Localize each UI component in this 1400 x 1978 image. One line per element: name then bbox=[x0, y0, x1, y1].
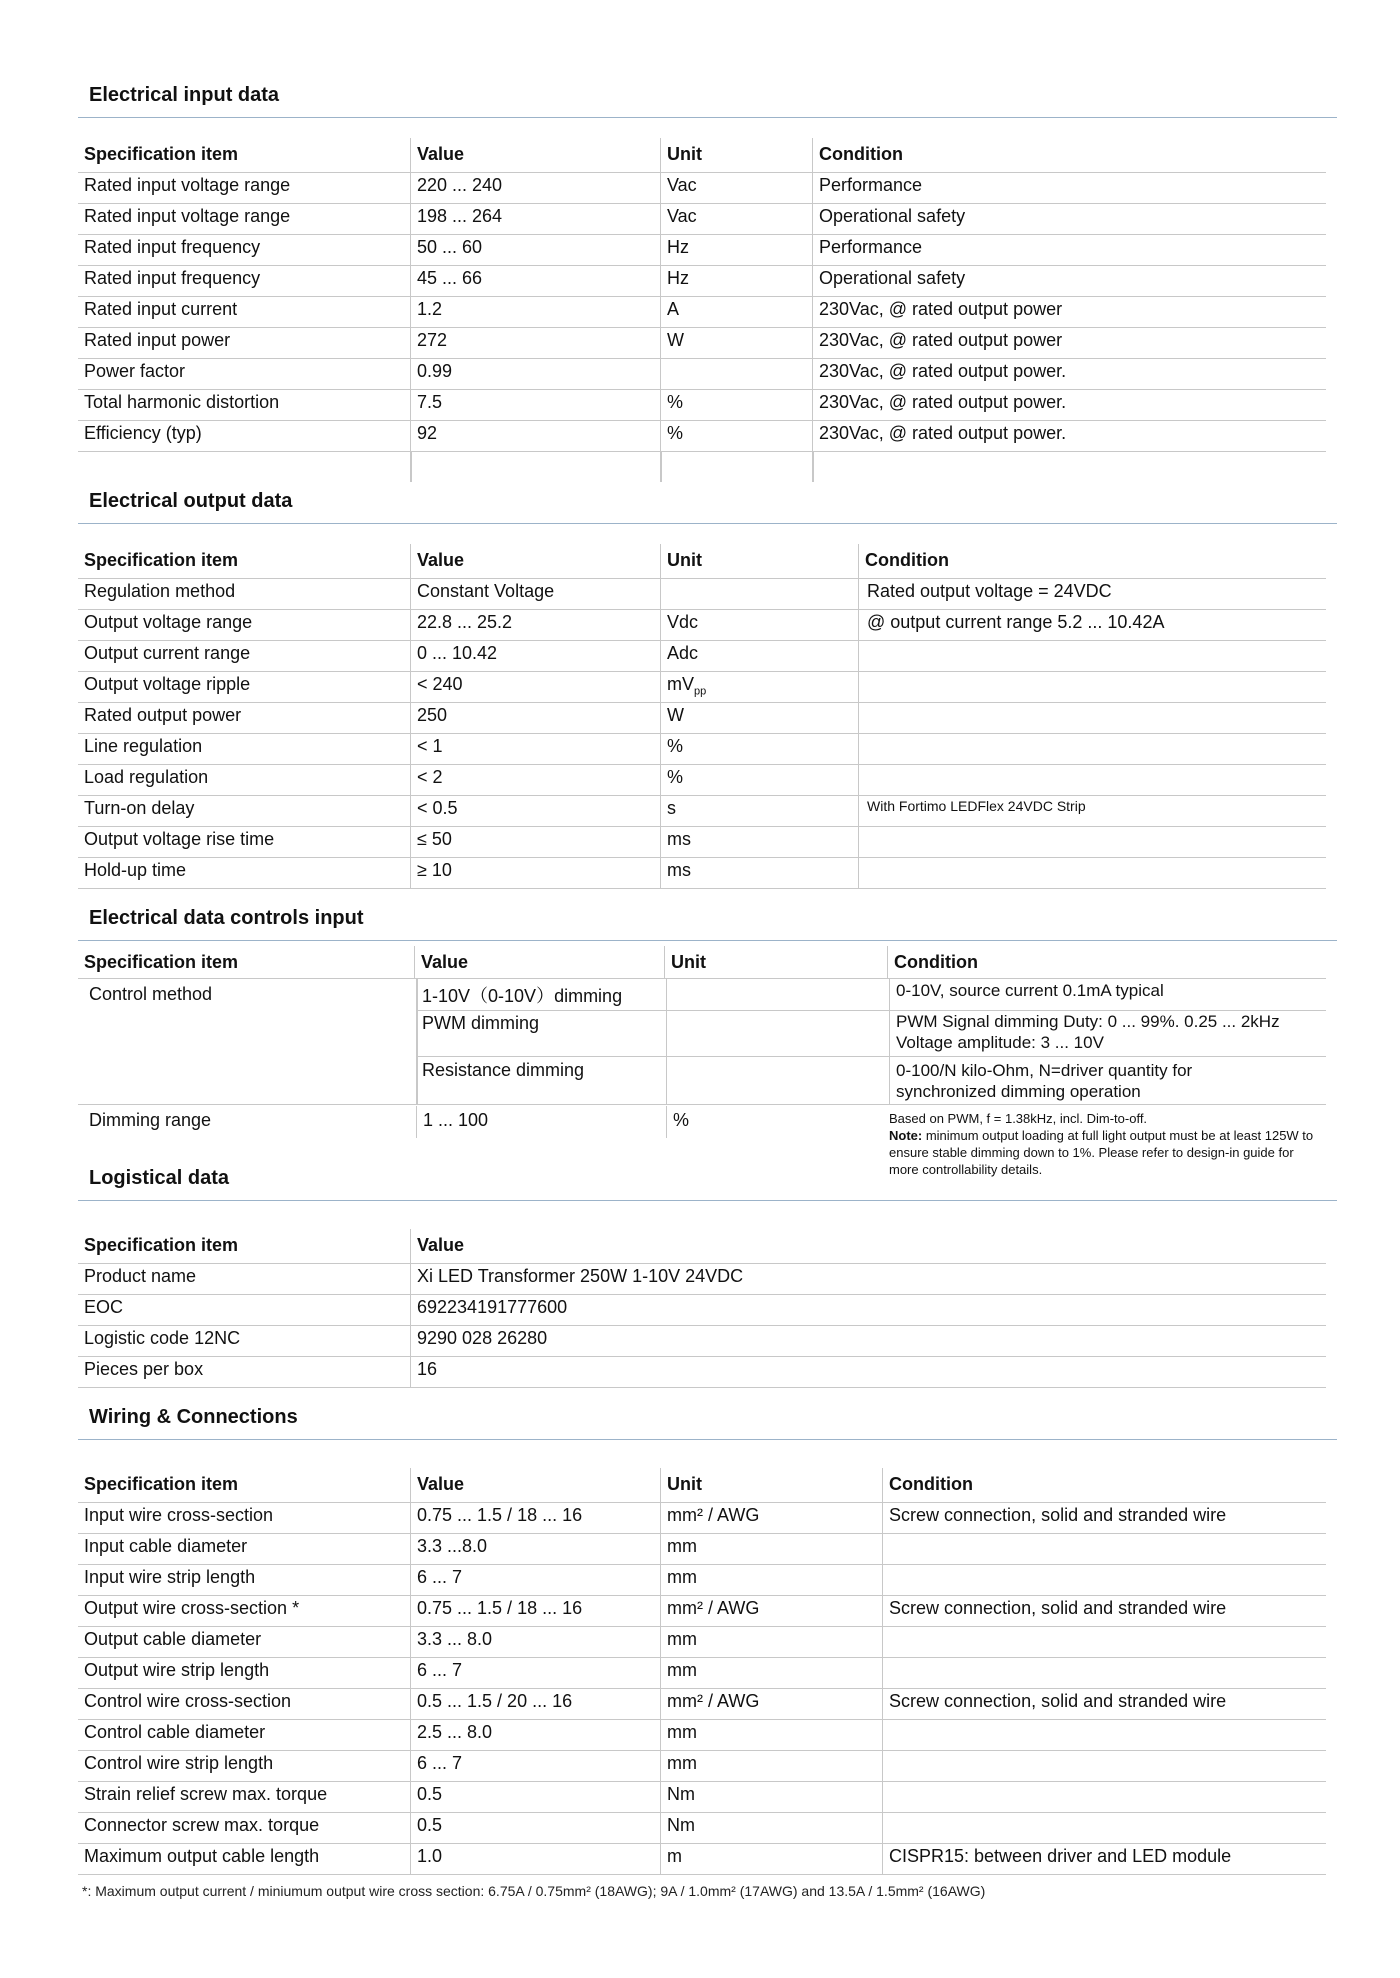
table-cell: Turn-on delay bbox=[84, 798, 195, 818]
header-cell: Value bbox=[410, 1229, 1326, 1263]
table-row bbox=[416, 978, 1326, 1011]
table-cell: With Fortimo LEDFlex 24VDC Strip bbox=[858, 796, 1326, 826]
table-cell: 1.2 bbox=[410, 297, 660, 327]
table-cell bbox=[882, 1751, 1326, 1781]
table-cell: 2.5 ... 8.0 bbox=[410, 1720, 660, 1750]
method-value: PWM dimming bbox=[422, 1013, 540, 1033]
header-cell: Unit bbox=[660, 1468, 882, 1502]
table-row bbox=[78, 672, 1326, 703]
header-cell: Unit bbox=[660, 138, 812, 172]
table-row bbox=[78, 328, 1326, 359]
table-cell: mm bbox=[660, 1534, 882, 1564]
header-cell: Value bbox=[410, 544, 660, 578]
header-cell: Specification item bbox=[84, 1474, 239, 1494]
table-cell: 6 ... 7 bbox=[410, 1751, 660, 1781]
table-row bbox=[78, 297, 1326, 328]
table-cell: Rated input power bbox=[84, 330, 231, 350]
table-row bbox=[78, 765, 1326, 796]
table-cell: Pieces per box bbox=[84, 1359, 204, 1379]
table-row bbox=[78, 173, 1326, 204]
table-cell: 16 bbox=[410, 1357, 1326, 1387]
header-cell: Value bbox=[410, 1468, 660, 1502]
table-row bbox=[78, 421, 1326, 452]
divider bbox=[660, 452, 662, 482]
table-cell: 0.5 bbox=[410, 1813, 660, 1843]
table-cell bbox=[882, 1565, 1326, 1595]
note-text: minimum output loading at full light output must be at least 125W to ensure stable dimming down to 1%. Please refer to design-in guide for more controllability details. bbox=[889, 1128, 1314, 1177]
empty-row bbox=[78, 452, 1326, 482]
table-cell: CISPR15: between driver and LED module bbox=[882, 1844, 1326, 1874]
table-cell: Strain relief screw max. torque bbox=[84, 1784, 328, 1804]
table-cell: 3.3 ... 8.0 bbox=[410, 1627, 660, 1657]
table-cell: Screw connection, solid and stranded wire bbox=[882, 1596, 1326, 1626]
dimming-condition-line1: Based on PWM, f = 1.38kHz, incl. Dim-to-off. bbox=[889, 1111, 1148, 1126]
divider bbox=[410, 452, 412, 482]
method-value: 1-10V（0-10V）dimming bbox=[422, 986, 623, 1006]
table-cell: Hold-up time bbox=[84, 860, 187, 880]
table-row bbox=[78, 1751, 1326, 1782]
header-cell: Condition bbox=[882, 1468, 1326, 1502]
table-cell: 230Vac, @ rated output power. bbox=[812, 390, 1326, 420]
header-cell: Specification item bbox=[84, 1235, 239, 1255]
table-row bbox=[78, 796, 1326, 827]
table-cell: EOC bbox=[84, 1297, 124, 1317]
table-cell bbox=[858, 858, 1326, 888]
table-cell: Input cable diameter bbox=[84, 1536, 248, 1556]
table-row bbox=[78, 610, 1326, 641]
table-cell: 0 ... 10.42 bbox=[410, 641, 660, 671]
table-cell: Control cable diameter bbox=[84, 1722, 266, 1742]
table-cell: W bbox=[660, 703, 858, 733]
wiring-table bbox=[78, 1468, 1326, 1875]
table-cell: 250 bbox=[410, 703, 660, 733]
table-cell: < 0.5 bbox=[410, 796, 660, 826]
table-cell: ≥ 10 bbox=[410, 858, 660, 888]
table-cell: Rated input frequency bbox=[84, 237, 261, 257]
table-cell: Xi LED Transformer 250W 1-10V 24VDC bbox=[410, 1264, 1326, 1294]
table-cell: Nm bbox=[660, 1782, 882, 1812]
table-row bbox=[78, 1503, 1326, 1534]
table-cell bbox=[882, 1782, 1326, 1812]
table-cell: Input wire cross-section bbox=[84, 1505, 274, 1525]
table-header-row bbox=[78, 946, 1326, 979]
electrical-input-table bbox=[78, 138, 1326, 482]
table-cell: mm bbox=[660, 1627, 882, 1657]
table-cell: 230Vac, @ rated output power bbox=[812, 328, 1326, 358]
table-cell: 0.5 ... 1.5 / 20 ... 16 bbox=[410, 1689, 660, 1719]
dimming-range-value: 1 ... 100 bbox=[416, 1106, 666, 1138]
table-row bbox=[78, 1658, 1326, 1689]
table-row bbox=[78, 1326, 1326, 1357]
section-title-wiring: Wiring & Connections bbox=[78, 1406, 1337, 1440]
table-cell bbox=[858, 703, 1326, 733]
table-cell: 0.99 bbox=[410, 359, 660, 389]
table-cell: mm bbox=[660, 1751, 882, 1781]
table-cell: Vac bbox=[660, 204, 812, 234]
table-cell: 692234191777600 bbox=[410, 1295, 1326, 1325]
table-cell: Regulation method bbox=[84, 581, 236, 601]
table-row bbox=[78, 266, 1326, 297]
header-cell: Specification item bbox=[84, 144, 239, 164]
table-cell: s bbox=[660, 796, 858, 826]
table-cell: mm² / AWG bbox=[660, 1596, 882, 1626]
header-cell: Specification item bbox=[84, 550, 239, 570]
dimming-range-label: Dimming range bbox=[89, 1110, 212, 1130]
table-cell: mm bbox=[660, 1565, 882, 1595]
header-cell: Condition bbox=[812, 138, 1326, 172]
table-cell: 92 bbox=[410, 421, 660, 451]
method-condition: 0-100/N kilo-Ohm, N=driver quantity for synchronized dimming operation bbox=[889, 1056, 1326, 1104]
table-cell: @ output current range 5.2 ... 10.42A bbox=[858, 610, 1326, 640]
table-cell: % bbox=[660, 421, 812, 451]
table-cell: Output voltage rise time bbox=[84, 829, 275, 849]
table-cell bbox=[882, 1534, 1326, 1564]
table-header-row bbox=[78, 1468, 1326, 1503]
logistical-table bbox=[78, 1229, 1326, 1388]
table-cell: Output wire cross-section * bbox=[84, 1598, 300, 1618]
table-cell: 9290 028 26280 bbox=[410, 1326, 1326, 1356]
table-cell: Output current range bbox=[84, 643, 251, 663]
table-cell: Rated input voltage range bbox=[84, 175, 291, 195]
table-row bbox=[78, 1596, 1326, 1627]
table-cell: Rated input frequency bbox=[84, 268, 261, 288]
table-cell: mm² / AWG bbox=[660, 1689, 882, 1719]
table-cell: Operational safety bbox=[812, 266, 1326, 296]
table-cell: Screw connection, solid and stranded wire bbox=[882, 1689, 1326, 1719]
table-row bbox=[78, 204, 1326, 235]
header-cell: Unit bbox=[664, 946, 887, 978]
table-cell bbox=[660, 672, 858, 702]
section-title-logistical: Logistical data bbox=[78, 1167, 1337, 1201]
table-row bbox=[78, 1295, 1326, 1326]
table-header-row bbox=[78, 1229, 1326, 1264]
table-cell: Maximum output cable length bbox=[84, 1846, 320, 1866]
table-cell: W bbox=[660, 328, 812, 358]
table-cell: Rated input current bbox=[84, 299, 238, 319]
table-cell: Output voltage ripple bbox=[84, 674, 251, 694]
table-cell: Line regulation bbox=[84, 736, 203, 756]
table-cell: 0.75 ... 1.5 / 18 ... 16 bbox=[410, 1596, 660, 1626]
section-title-controls-input: Electrical data controls input bbox=[78, 907, 1337, 941]
table-header-row bbox=[78, 544, 1326, 579]
table-cell: m bbox=[660, 1844, 882, 1874]
control-method-label: Control method bbox=[89, 984, 213, 1004]
table-cell: ms bbox=[660, 827, 858, 857]
table-cell: mm bbox=[660, 1720, 882, 1750]
table-row bbox=[78, 734, 1326, 765]
table-cell: 0.5 bbox=[410, 1782, 660, 1812]
table-cell: 22.8 ... 25.2 bbox=[410, 610, 660, 640]
table-cell: Logistic code 12NC bbox=[84, 1328, 241, 1348]
controls-input-table bbox=[78, 946, 1326, 1177]
table-cell: 230Vac, @ rated output power bbox=[812, 297, 1326, 327]
table-row bbox=[78, 1782, 1326, 1813]
table-cell: Hz bbox=[660, 266, 812, 296]
table-cell: Nm bbox=[660, 1813, 882, 1843]
table-cell bbox=[882, 1720, 1326, 1750]
method-condition: PWM Signal dimming Duty: 0 ... 99%. 0.25 ... 2kHz Voltage amplitude: 3 ... 10V bbox=[889, 1010, 1326, 1056]
table-cell: Input wire strip length bbox=[84, 1567, 256, 1587]
header-cell: Unit bbox=[660, 544, 858, 578]
table-cell: ≤ 50 bbox=[410, 827, 660, 857]
table-row bbox=[78, 1357, 1326, 1388]
table-row bbox=[78, 1534, 1326, 1565]
table-cell: Operational safety bbox=[812, 204, 1326, 234]
table-cell: % bbox=[660, 390, 812, 420]
table-cell: 1.0 bbox=[410, 1844, 660, 1874]
table-cell: 0.75 ... 1.5 / 18 ... 16 bbox=[410, 1503, 660, 1533]
table-row bbox=[78, 1264, 1326, 1295]
table-cell: Product name bbox=[84, 1266, 197, 1286]
footnote: *: Maximum output current / miniumum output wire cross section: 6.75A / 0.75mm² (18AWG); 9A / 1.0mm² (17AWG) and 13.5A / 1.5mm² (16AWG) bbox=[82, 1883, 986, 1899]
table-cell: Output cable diameter bbox=[84, 1629, 262, 1649]
table-row bbox=[78, 235, 1326, 266]
table-cell: Output voltage range bbox=[84, 612, 253, 632]
table-cell: ms bbox=[660, 858, 858, 888]
table-cell: < 240 bbox=[410, 672, 660, 702]
table-row bbox=[78, 1565, 1326, 1596]
table-cell bbox=[660, 359, 812, 389]
table-row bbox=[78, 579, 1326, 610]
header-cell: Condition bbox=[858, 544, 1326, 578]
table-cell: 6 ... 7 bbox=[410, 1565, 660, 1595]
table-cell: 272 bbox=[410, 328, 660, 358]
electrical-output-table bbox=[78, 544, 1326, 889]
header-cell: Value bbox=[410, 138, 660, 172]
table-cell bbox=[858, 672, 1326, 702]
method-value: Resistance dimming bbox=[422, 1060, 585, 1080]
table-cell: Screw connection, solid and stranded wire bbox=[882, 1503, 1326, 1533]
table-row bbox=[78, 390, 1326, 421]
table-cell bbox=[858, 734, 1326, 764]
table-cell: Total harmonic distortion bbox=[84, 392, 280, 412]
table-cell: Rated output voltage = 24VDC bbox=[858, 579, 1326, 609]
table-cell: Performance bbox=[812, 235, 1326, 265]
table-cell: Load regulation bbox=[84, 767, 209, 787]
table-cell: 230Vac, @ rated output power. bbox=[812, 421, 1326, 451]
method-unit bbox=[666, 978, 889, 1010]
table-cell: mm bbox=[660, 1658, 882, 1688]
table-cell bbox=[858, 827, 1326, 857]
table-row bbox=[416, 1010, 1326, 1057]
table-cell bbox=[858, 641, 1326, 671]
table-row bbox=[78, 858, 1326, 889]
table-row bbox=[416, 1056, 1326, 1104]
section-title-electrical-input: Electrical input data bbox=[78, 84, 1337, 118]
control-method-block bbox=[78, 978, 1326, 1105]
table-row bbox=[78, 703, 1326, 734]
table-cell: < 1 bbox=[410, 734, 660, 764]
table-cell: Hz bbox=[660, 235, 812, 265]
section-title-electrical-output: Electrical output data bbox=[78, 490, 1337, 524]
table-cell: 230Vac, @ rated output power. bbox=[812, 359, 1326, 389]
table-cell: Rated output power bbox=[84, 705, 242, 725]
unit-subscript: pp bbox=[694, 685, 707, 698]
table-cell: 220 ... 240 bbox=[410, 173, 660, 203]
table-row bbox=[78, 1720, 1326, 1751]
table-row bbox=[78, 1844, 1326, 1875]
table-cell: 198 ... 264 bbox=[410, 204, 660, 234]
table-cell: mm² / AWG bbox=[660, 1503, 882, 1533]
table-cell: Connector screw max. torque bbox=[84, 1815, 320, 1835]
table-row bbox=[78, 1689, 1326, 1720]
divider bbox=[812, 452, 814, 482]
table-row bbox=[78, 641, 1326, 672]
table-cell bbox=[882, 1813, 1326, 1843]
header-cell: Condition bbox=[887, 946, 1326, 978]
table-cell bbox=[882, 1627, 1326, 1657]
table-cell: Output wire strip length bbox=[84, 1660, 270, 1680]
table-row bbox=[78, 827, 1326, 858]
table-header-row bbox=[78, 138, 1326, 173]
table-cell: < 2 bbox=[410, 765, 660, 795]
table-cell: Constant Voltage bbox=[410, 579, 660, 609]
dimming-range-unit: % bbox=[666, 1106, 889, 1138]
table-cell: % bbox=[660, 734, 858, 764]
method-unit bbox=[666, 1056, 889, 1104]
table-cell: Power factor bbox=[84, 361, 186, 381]
table-cell bbox=[660, 579, 858, 609]
table-cell: % bbox=[660, 765, 858, 795]
method-condition: 0-10V, source current 0.1mA typical bbox=[889, 978, 1326, 1010]
table-cell: 3.3 ...8.0 bbox=[410, 1534, 660, 1564]
table-cell: Rated input voltage range bbox=[84, 206, 291, 226]
table-cell: A bbox=[660, 297, 812, 327]
table-row bbox=[78, 1627, 1326, 1658]
table-cell: 6 ... 7 bbox=[410, 1658, 660, 1688]
table-row bbox=[78, 359, 1326, 390]
table-cell: Efficiency (typ) bbox=[84, 423, 202, 443]
table-cell: Control wire strip length bbox=[84, 1753, 274, 1773]
method-unit bbox=[666, 1010, 889, 1056]
table-cell: 50 ... 60 bbox=[410, 235, 660, 265]
table-cell: Performance bbox=[812, 173, 1326, 203]
table-cell: Adc bbox=[660, 641, 858, 671]
table-cell: 7.5 bbox=[410, 390, 660, 420]
table-cell: Control wire cross-section bbox=[84, 1691, 292, 1711]
header-cell: Specification item bbox=[84, 952, 239, 972]
table-cell bbox=[858, 765, 1326, 795]
table-row bbox=[78, 1813, 1326, 1844]
table-cell: Vac bbox=[660, 173, 812, 203]
table-cell bbox=[882, 1658, 1326, 1688]
note-label: Note: bbox=[889, 1128, 923, 1143]
table-cell: 45 ... 66 bbox=[410, 266, 660, 296]
unit-text: mV bbox=[667, 674, 694, 694]
table-cell: Vdc bbox=[660, 610, 858, 640]
header-cell: Value bbox=[414, 946, 664, 978]
